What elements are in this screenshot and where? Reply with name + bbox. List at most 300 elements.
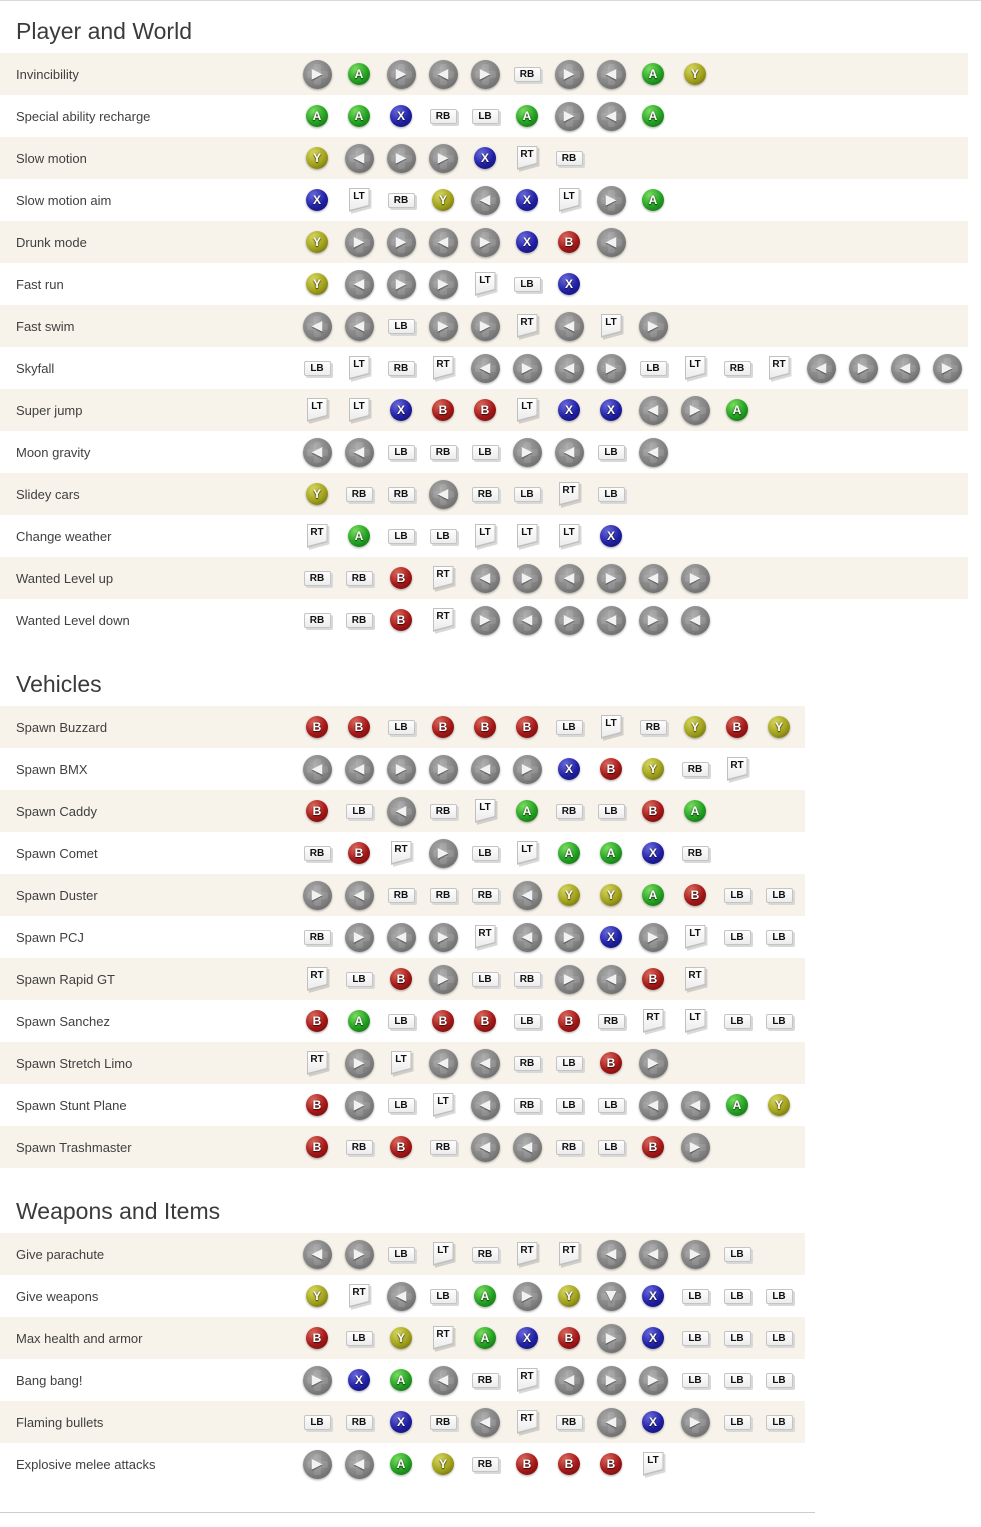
dpad-left-arrow: ◀: [479, 1097, 491, 1113]
button-slot: [296, 800, 338, 822]
lb-bumper-icon: LB: [598, 487, 625, 502]
button-slot: [716, 399, 758, 421]
dpad-left-icon: [429, 228, 458, 257]
button-slot: [632, 1285, 674, 1307]
dpad-left-icon: [681, 606, 710, 635]
dpad-left-icon: [681, 1091, 710, 1120]
dpad-left-arrow: ◀: [311, 1246, 323, 1262]
button-slot: [380, 270, 422, 299]
dpad-left-arrow: ◀: [521, 612, 533, 628]
button-slot: [422, 529, 464, 544]
lb-bumper-icon: LB: [556, 720, 583, 735]
button-slot: [338, 398, 380, 422]
button-slot: [338, 804, 380, 819]
lb-bumper-icon: LB: [472, 846, 499, 861]
dpad-right-arrow: ▶: [605, 570, 617, 586]
button-slot: [590, 60, 632, 89]
dpad-right-arrow: ▶: [395, 234, 407, 250]
button-slot: [338, 63, 380, 85]
rt-trigger-icon: [769, 356, 790, 380]
xbox-a-button-icon: A: [474, 1327, 496, 1349]
xbox-x-button-icon: X: [642, 842, 664, 864]
button-slot: [296, 1051, 338, 1075]
button-slot: [338, 1284, 380, 1308]
button-slot: [674, 846, 716, 861]
button-slot: [296, 189, 338, 211]
dpad-right-icon: [513, 564, 542, 593]
button-sequence: [296, 186, 674, 215]
dpad-left-arrow: ◀: [605, 1246, 617, 1262]
trigger-label: RT: [310, 970, 324, 981]
trigger-label: LT: [563, 191, 575, 202]
rb-bumper-icon: RB: [388, 888, 415, 903]
bottom-divider: [0, 1512, 815, 1513]
lt-trigger-icon: [349, 398, 370, 422]
cheat-row: [0, 53, 968, 95]
dpad-right-arrow: ▶: [311, 1456, 323, 1472]
button-slot: [548, 438, 590, 467]
rb-bumper-icon: RB: [472, 1457, 499, 1472]
button-slot: [926, 354, 968, 383]
dpad-right-arrow: ▶: [689, 1246, 701, 1262]
button-slot: [464, 1049, 506, 1078]
button-slot: [464, 1133, 506, 1162]
dpad-down-arrow: ▼: [605, 1288, 617, 1304]
dpad-left-arrow: ◀: [689, 612, 701, 628]
dpad-left-icon: [555, 1366, 584, 1395]
rb-bumper-icon: RB: [346, 571, 373, 586]
xbox-a-button-icon: A: [600, 842, 622, 864]
button-slot: [506, 800, 548, 822]
dpad-left-icon: [471, 1133, 500, 1162]
button-slot: [632, 884, 674, 906]
cheat-name: Super jump: [16, 402, 83, 418]
button-slot: [758, 930, 800, 945]
button-slot: [548, 399, 590, 421]
xbox-b-button-icon: B: [432, 399, 454, 421]
trigger-label: RT: [562, 485, 576, 496]
lb-bumper-icon: LB: [430, 1289, 457, 1304]
button-slot: [296, 1285, 338, 1307]
section-title: Player and World: [16, 18, 192, 44]
xbox-x-button-icon: X: [642, 1411, 664, 1433]
dpad-left-icon: [597, 965, 626, 994]
rt-trigger-icon: [349, 1284, 370, 1308]
cheat-row: [0, 1084, 805, 1126]
button-sequence: [296, 715, 800, 739]
button-slot: [758, 716, 800, 738]
xbox-b-button-icon: B: [642, 968, 664, 990]
lt-trigger-icon: [601, 715, 622, 739]
button-sequence: [296, 1450, 674, 1479]
xbox-b-button-icon: B: [516, 1453, 538, 1475]
dpad-left-arrow: ◀: [437, 1372, 449, 1388]
dpad-right-arrow: ▶: [689, 1414, 701, 1430]
lt-trigger-icon: [517, 398, 538, 422]
section-title: Vehicles: [16, 671, 102, 697]
button-slot: [506, 606, 548, 635]
dpad-left-arrow: ◀: [353, 276, 365, 292]
button-slot: [758, 1289, 800, 1304]
button-slot: [464, 1285, 506, 1307]
dpad-left-icon: [513, 881, 542, 910]
lb-bumper-icon: LB: [472, 445, 499, 460]
button-slot: [338, 923, 380, 952]
button-slot: [506, 277, 548, 292]
trigger-label: LT: [689, 1012, 701, 1023]
button-slot: [548, 354, 590, 383]
button-slot: [674, 762, 716, 777]
dpad-right-arrow: ▶: [395, 276, 407, 292]
cheat-row: [0, 958, 805, 1000]
xbox-b-button-icon: B: [306, 1010, 328, 1032]
xbox-b-button-icon: B: [306, 716, 328, 738]
dpad-right-icon: [555, 965, 584, 994]
dpad-left-icon: [597, 1408, 626, 1437]
xbox-b-button-icon: B: [432, 1010, 454, 1032]
button-slot: [338, 571, 380, 586]
cheat-name: Give weapons: [16, 1288, 99, 1304]
button-slot: [464, 888, 506, 903]
xbox-b-button-icon: B: [600, 758, 622, 780]
dpad-left-arrow: ◀: [353, 318, 365, 334]
dpad-left-icon: [345, 144, 374, 173]
button-slot: [296, 1415, 338, 1430]
trigger-label: RT: [394, 844, 408, 855]
button-slot: [506, 314, 548, 338]
button-slot: [380, 923, 422, 952]
dpad-left-icon: [387, 1282, 416, 1311]
button-slot: [380, 60, 422, 89]
cheat-name: Wanted Level down: [16, 612, 130, 628]
button-slot: [380, 1411, 422, 1433]
xbox-y-button-icon: Y: [684, 716, 706, 738]
dpad-right-arrow: ▶: [647, 612, 659, 628]
dpad-left-icon: [387, 797, 416, 826]
xbox-b-button-icon: B: [684, 884, 706, 906]
cheat-name: Spawn Buzzard: [16, 719, 108, 735]
dpad-right-icon: [345, 1049, 374, 1078]
rb-bumper-icon: RB: [346, 1140, 373, 1155]
button-slot: [422, 1326, 464, 1350]
lb-bumper-icon: LB: [304, 361, 331, 376]
button-slot: [380, 487, 422, 502]
trigger-label: LT: [521, 844, 533, 855]
dpad-right-icon: [597, 186, 626, 215]
button-slot: [338, 228, 380, 257]
button-slot: [296, 273, 338, 295]
button-slot: [422, 480, 464, 509]
trigger-label: LT: [479, 275, 491, 286]
button-slot: [296, 716, 338, 738]
button-slot: [758, 1331, 800, 1346]
xbox-x-button-icon: X: [600, 926, 622, 948]
button-slot: [548, 231, 590, 253]
button-slot: [632, 758, 674, 780]
button-slot: [380, 319, 422, 334]
lb-bumper-icon: LB: [724, 1415, 751, 1430]
button-sequence: [296, 312, 674, 341]
dpad-down-icon: [597, 1282, 626, 1311]
dpad-left-icon: [303, 312, 332, 341]
cheat-name: Spawn Sanchez: [16, 1013, 110, 1029]
rb-bumper-icon: RB: [388, 361, 415, 376]
button-slot: [422, 270, 464, 299]
button-sequence: [296, 564, 716, 593]
button-slot: [296, 483, 338, 505]
dpad-left-icon: [807, 354, 836, 383]
cheat-name: Slidey cars: [16, 486, 80, 502]
lt-trigger-icon: [517, 524, 538, 548]
dpad-right-icon: [597, 564, 626, 593]
lb-bumper-icon: LB: [346, 972, 373, 987]
rt-trigger-icon: [643, 1009, 664, 1033]
lb-bumper-icon: LB: [472, 972, 499, 987]
button-slot: [632, 800, 674, 822]
rb-bumper-icon: RB: [304, 571, 331, 586]
cheat-row: [0, 1042, 805, 1084]
button-slot: [674, 967, 716, 991]
button-slot: [506, 146, 548, 170]
dpad-left-icon: [513, 606, 542, 635]
lt-trigger-icon: [349, 188, 370, 212]
button-slot: [380, 755, 422, 784]
cheat-row: [0, 221, 968, 263]
rb-bumper-icon: RB: [388, 193, 415, 208]
button-slot: [380, 445, 422, 460]
dpad-left-arrow: ◀: [563, 360, 575, 376]
button-slot: [422, 356, 464, 380]
cheat-name: Invincibility: [16, 66, 79, 82]
lb-bumper-icon: LB: [472, 109, 499, 124]
xbox-a-button-icon: A: [348, 525, 370, 547]
button-sequence: [296, 1366, 800, 1395]
dpad-left-arrow: ◀: [899, 360, 911, 376]
button-slot: [632, 1049, 674, 1078]
button-slot: [464, 147, 506, 169]
dpad-right-arrow: ▶: [437, 276, 449, 292]
dpad-left-arrow: ◀: [479, 1139, 491, 1155]
xbox-a-button-icon: A: [348, 63, 370, 85]
dpad-left-icon: [387, 923, 416, 952]
button-slot: [296, 755, 338, 784]
dpad-right-icon: [429, 965, 458, 994]
cheat-name: Give parachute: [16, 1246, 105, 1262]
dpad-left-arrow: ◀: [563, 444, 575, 460]
button-slot: [548, 804, 590, 819]
cheat-name: Explosive melee attacks: [16, 1456, 156, 1472]
button-sequence: [296, 606, 716, 635]
dpad-right-arrow: ▶: [353, 1097, 365, 1113]
dpad-right-icon: [429, 270, 458, 299]
rt-trigger-icon: [517, 146, 538, 170]
dpad-left-arrow: ◀: [563, 1372, 575, 1388]
xbox-b-button-icon: B: [390, 1136, 412, 1158]
button-slot: [296, 524, 338, 548]
xbox-b-button-icon: B: [390, 609, 412, 631]
button-slot: [422, 312, 464, 341]
trigger-label: RT: [520, 149, 534, 160]
button-slot: [548, 1366, 590, 1395]
cheat-row: [0, 515, 968, 557]
lb-bumper-icon: LB: [388, 445, 415, 460]
rt-trigger-icon: [433, 1326, 454, 1350]
cheat-row: [0, 706, 805, 748]
button-slot: [548, 273, 590, 295]
button-slot: [506, 716, 548, 738]
button-slot: [632, 1411, 674, 1433]
rt-trigger-icon: [517, 1410, 538, 1434]
trigger-label: LT: [395, 1054, 407, 1065]
xbox-b-button-icon: B: [558, 1453, 580, 1475]
xbox-x-button-icon: X: [600, 525, 622, 547]
lb-bumper-icon: LB: [598, 1098, 625, 1113]
button-slot: [632, 1452, 674, 1476]
dpad-right-icon: [429, 923, 458, 952]
button-slot: [716, 1014, 758, 1029]
rb-bumper-icon: RB: [304, 930, 331, 945]
button-slot: [338, 144, 380, 173]
dpad-right-arrow: ▶: [479, 318, 491, 334]
lb-bumper-icon: LB: [598, 1140, 625, 1155]
button-slot: [380, 841, 422, 865]
button-slot: [422, 445, 464, 460]
xbox-x-button-icon: X: [390, 1411, 412, 1433]
cheat-name: Drunk mode: [16, 234, 87, 250]
xbox-y-button-icon: Y: [642, 758, 664, 780]
dpad-right-arrow: ▶: [563, 612, 575, 628]
dpad-right-icon: [555, 923, 584, 952]
button-slot: [590, 715, 632, 739]
button-sequence: [296, 1091, 800, 1120]
button-slot: [296, 1010, 338, 1032]
button-slot: [422, 755, 464, 784]
trigger-label: RT: [520, 1413, 534, 1424]
trigger-label: RT: [646, 1012, 660, 1023]
button-slot: [548, 1010, 590, 1032]
xbox-a-button-icon: A: [684, 800, 706, 822]
lb-bumper-icon: LB: [388, 720, 415, 735]
rb-bumper-icon: RB: [472, 888, 499, 903]
button-slot: [548, 1140, 590, 1155]
dpad-right-icon: [597, 354, 626, 383]
dpad-right-icon: [639, 1049, 668, 1078]
trigger-label: LT: [605, 718, 617, 729]
button-slot: [674, 1091, 716, 1120]
dpad-left-arrow: ◀: [437, 486, 449, 502]
button-slot: [338, 356, 380, 380]
section-vehicles: [0, 671, 981, 1168]
rt-trigger-icon: [307, 967, 328, 991]
rb-bumper-icon: RB: [388, 487, 415, 502]
button-slot: [716, 888, 758, 903]
cheat-name: Bang bang!: [16, 1372, 83, 1388]
button-slot: [296, 967, 338, 991]
lb-bumper-icon: LB: [388, 529, 415, 544]
cheat-row: [0, 557, 968, 599]
lt-trigger-icon: [475, 524, 496, 548]
button-slot: [548, 884, 590, 906]
dpad-left-arrow: ◀: [353, 444, 365, 460]
button-slot: [590, 1098, 632, 1113]
cheat-row: [0, 748, 805, 790]
xbox-y-button-icon: Y: [390, 1327, 412, 1349]
button-slot: [506, 487, 548, 502]
cheat-name: Wanted Level up: [16, 570, 114, 586]
button-slot: [842, 354, 884, 383]
lt-trigger-icon: [475, 799, 496, 823]
dpad-right-arrow: ▶: [647, 318, 659, 334]
lt-trigger-icon: [517, 841, 538, 865]
cheat-row: [0, 1401, 805, 1443]
button-sequence: [296, 60, 716, 89]
xbox-a-button-icon: A: [642, 884, 664, 906]
dpad-left-arrow: ◀: [437, 234, 449, 250]
dpad-right-icon: [345, 228, 374, 257]
xbox-y-button-icon: Y: [600, 884, 622, 906]
xbox-y-button-icon: Y: [306, 483, 328, 505]
lb-bumper-icon: LB: [724, 1014, 751, 1029]
dpad-right-icon: [597, 1324, 626, 1353]
trigger-label: RT: [436, 611, 450, 622]
button-slot: [464, 60, 506, 89]
button-slot: [590, 1324, 632, 1353]
lb-bumper-icon: LB: [430, 529, 457, 544]
dpad-right-arrow: ▶: [479, 66, 491, 82]
trigger-label: RT: [520, 1245, 534, 1256]
dpad-right-icon: [387, 228, 416, 257]
xbox-b-button-icon: B: [432, 716, 454, 738]
button-slot: [632, 720, 674, 735]
cheat-name: Spawn Comet: [16, 845, 98, 861]
button-slot: [506, 1453, 548, 1475]
xbox-x-button-icon: X: [600, 399, 622, 421]
button-sequence: [296, 1133, 716, 1162]
button-slot: [590, 1282, 632, 1311]
button-slot: [590, 804, 632, 819]
cheat-row: [0, 1443, 805, 1485]
trigger-label: RT: [520, 1371, 534, 1382]
button-slot: [464, 564, 506, 593]
rt-trigger-icon: [559, 1242, 580, 1266]
xbox-b-button-icon: B: [558, 231, 580, 253]
rb-bumper-icon: RB: [556, 1415, 583, 1430]
dpad-left-arrow: ◀: [479, 1055, 491, 1071]
xbox-y-button-icon: Y: [306, 231, 328, 253]
button-slot: [632, 63, 674, 85]
button-slot: [422, 228, 464, 257]
button-slot: [590, 1140, 632, 1155]
button-slot: [380, 1136, 422, 1158]
cheat-row: [0, 1000, 805, 1042]
cheat-name: Max health and armor: [16, 1330, 143, 1346]
lt-trigger-icon: [349, 356, 370, 380]
xbox-y-button-icon: Y: [432, 1453, 454, 1475]
rt-trigger-icon: [475, 925, 496, 949]
button-slot: [296, 60, 338, 89]
dpad-left-arrow: ◀: [563, 570, 575, 586]
button-slot: [548, 1415, 590, 1430]
button-slot: [422, 60, 464, 89]
dpad-right-arrow: ▶: [521, 360, 533, 376]
xbox-b-button-icon: B: [474, 1010, 496, 1032]
lt-trigger-icon: [559, 188, 580, 212]
lb-bumper-icon: LB: [514, 487, 541, 502]
button-slot: [380, 1369, 422, 1391]
button-slot: [548, 1327, 590, 1349]
button-slot: [338, 1369, 380, 1391]
xbox-b-button-icon: B: [348, 716, 370, 738]
